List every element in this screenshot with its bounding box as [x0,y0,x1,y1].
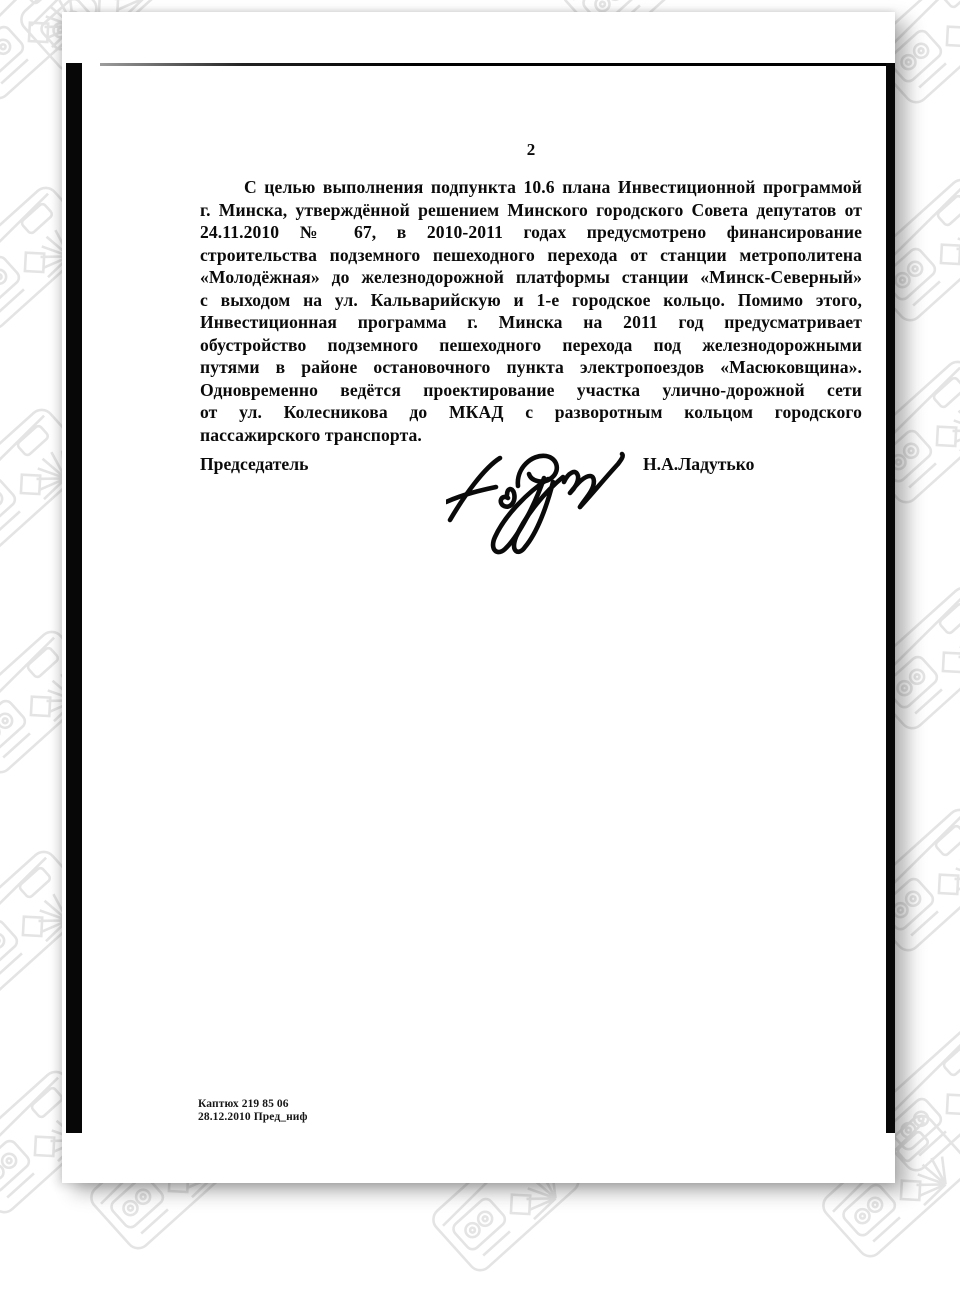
paragraph-line: с выходом на ул. Кальварийскую и 1-е городское кольцо. Помимо этого, [200,289,862,310]
paragraph-line: путями в районе остановочного пункта электропоездов «Масюковщина». [200,357,862,377]
footer-date-ref: 28.12.2010 Пред_ниф [198,1111,308,1123]
document-paragraph [200,176,862,446]
document-footer [198,1098,308,1124]
signatory-title: Председатель [200,454,309,474]
footer-reference: Каптюх 219 85 06 [198,1098,289,1110]
paragraph-line: строительства подземного пешеходного перехода от станции метрополитена [200,244,862,265]
paragraph-line: обустройство подземного пешеходного перехода под железнодорожными [200,334,862,355]
scan-border-top-line [100,63,893,66]
paragraph-line: Инвестиционная программа г. Минска на 2011 год предусматривает [200,312,862,332]
paragraph-line: от ул. Колесникова до МКАД с разворотным кольцом городского [200,402,862,422]
paragraph-line: г. Минска, утверждённой решением Минского городского Совета депутатов от [200,199,862,220]
signatory-name: Н.А.Ладутько [643,454,755,474]
paragraph-line: «Молодёжная» до железнодорожной платформы станции «Минск-Северный» [200,267,862,287]
paragraph-line: С целью выполнения подпункта 10.6 плана Инвестиционной программой [244,177,862,197]
paragraph-line: Одновременно ведётся проектирование участка улично-дорожной сети [200,379,862,400]
paragraph-line: пассажирского транспорта. [200,424,422,445]
scan-border-left-bar [66,63,82,1133]
paragraph-line: 24.11.2010 № 67, в 2010-2011 годах предусмотрено финансирование [200,222,862,242]
scan-border-right-bar [886,63,895,1133]
handwritten-signature [446,440,628,566]
page-number: 2 [526,140,536,159]
document-page [62,12,895,1183]
